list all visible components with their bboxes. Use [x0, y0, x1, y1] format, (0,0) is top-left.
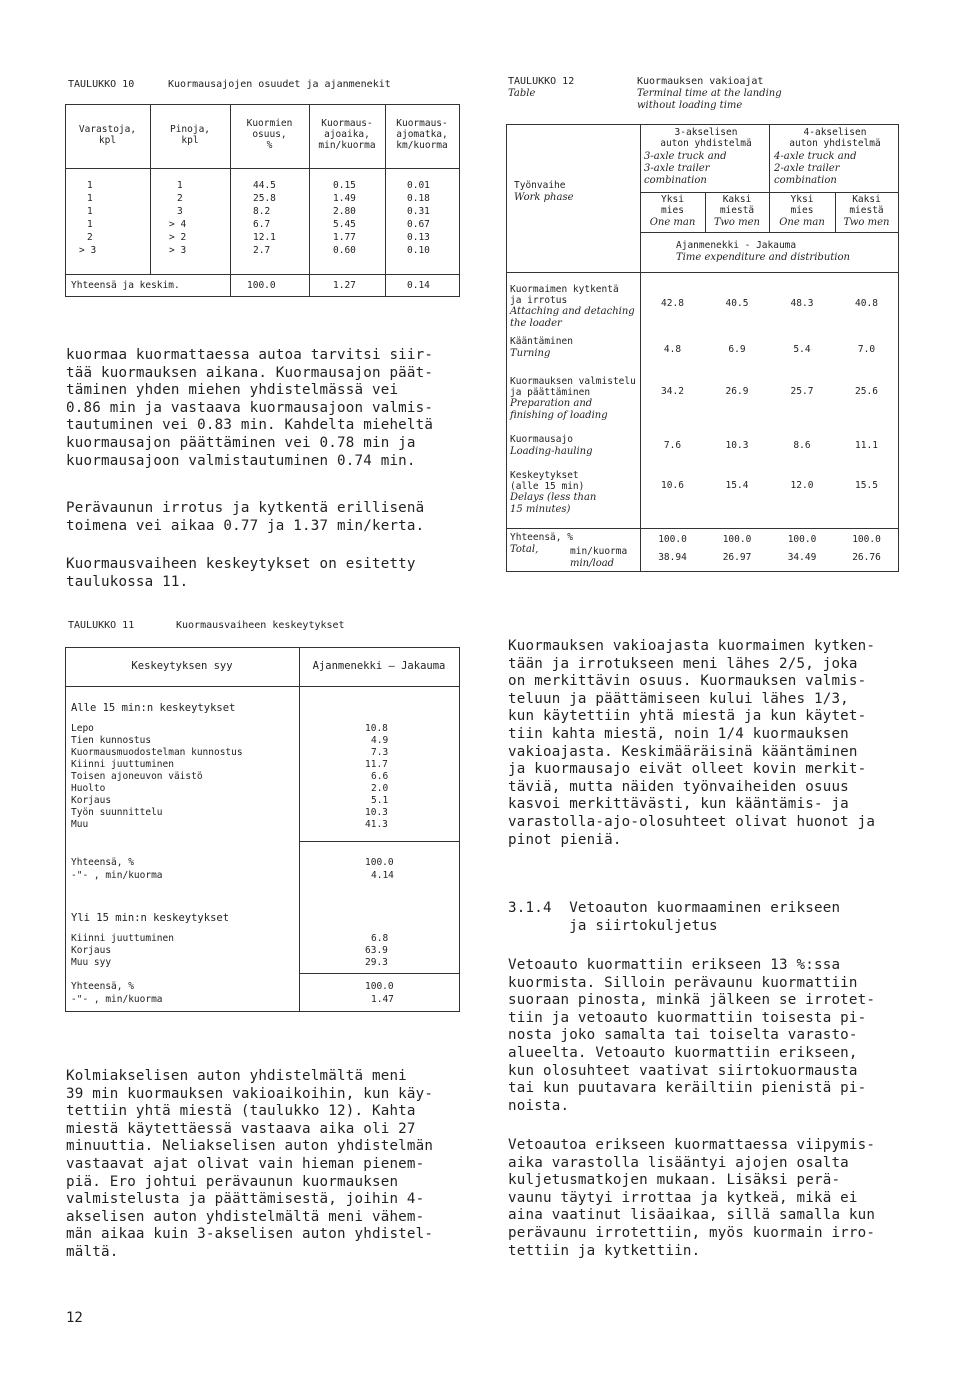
table12-total-pct-2: 100.0	[722, 534, 752, 545]
paragraph-trailer-detach: Perävaunun irrotus ja kytkentä erillisenä toimena vei aikaa 0.77 ja 1.37 min/kerta.	[66, 500, 425, 534]
table10	[65, 104, 460, 297]
table11-section-short-total	[71, 857, 451, 883]
table10-body	[65, 180, 460, 258]
table11-section-short-rows	[71, 723, 451, 831]
table-row: Muu syy 29.3	[71, 957, 388, 968]
table12-caption-number-en: Table	[508, 88, 536, 99]
table10-header-drive-distance: Kuormaus- ajomatka, km/kuorma	[396, 118, 448, 151]
table12-header-one-man-3-en: One man	[649, 217, 696, 228]
table-row: Yhteensä, % 100.0	[71, 981, 394, 992]
table12-total-pct-4: 100.0	[852, 534, 881, 545]
table-row: Lepo 10.8	[71, 723, 388, 734]
table-row: > 3 > 3 2.7 0.60 0.10	[79, 245, 430, 256]
paragraph-axle-comparison: Kolmiakselisen auton yhdistelmältä meni 39 min kuormauksen vakioaikoihin, kun käy- tettiin yhtä miestä (taulukko 12). Kahta miestä käytettäessä vastaava aika oli 27 minuuttia. Neliakselisen auton yhdistelmän vastaavat ajat olivat vain hieman pienem- piä. Ero johtui perävaunun kuormauksen valmistelusta ja päättämisestä, joihin 4- akselisen auton yhdistelmältä meni vähem- män aikaa kuin 3-akselisen auton yhdistel- mältä.	[66, 1068, 434, 1260]
table12-header-two-men-4-en: Two men	[843, 217, 890, 228]
table12-header-two-men-3-en: Two men	[714, 217, 760, 228]
paragraph-truck-separately: Vetoauto kuormattiin erikseen 13 %:ssa kuormista. Silloin perävaunu kuormattiin suoraan pinosta, minkä jälkeen se irrotet- tiin ja vetoauto kuormattiin toisesta pi- nosta joko samalta tai toiselta varasto- alueelta. Vetoauto kuormattiin erikseen, kun olosuhteet vaativat siirtokuormausta tai kun puutavara keräiltiin pienistä pi- noista.	[508, 957, 876, 1114]
table-row: 1 1 44.5 0.15 0.01	[87, 180, 430, 191]
table12-header-unit: Ajanmenekki - Jakauma	[676, 240, 797, 251]
table10-total-time: 1.27	[333, 280, 356, 291]
table12-header-two-men-4: Kaksi miestä	[849, 194, 884, 216]
table12-header-4axle-en: 4-axle truck and 2-axle trailer combination	[774, 151, 857, 186]
table12-caption-title: Kuormauksen vakioajat	[637, 76, 764, 87]
table11-header-cause: Keskeytyksen syy	[131, 660, 233, 672]
table-row: Huolto 2.0	[71, 783, 389, 794]
table10-header-piles: Pinoja, kpl	[169, 124, 211, 146]
table12-header-phase-en: Work phase	[514, 192, 574, 203]
table11-section-short-title: Alle 15 min:n keskeytykset	[71, 702, 236, 714]
table-row: Kuormaimen kytkentä ja irrotus Attaching and detaching the loader 42.8 40.5 48.3 40.8	[510, 284, 878, 329]
table10-header-share: Kuormien osuus, %	[246, 118, 293, 151]
table11-section-long-rows	[71, 933, 451, 969]
table-row: Kuormausajo Loading-hauling 7.6 10.3 8.6 11.1	[510, 434, 878, 457]
table-row: Keskeytykset (alle 15 min) Delays (less than 15 minutes) 10.6 15.4 12.0 15.5	[510, 470, 878, 515]
table12-header-one-man-3: Yksi mies	[661, 194, 684, 216]
table-row: -"- , min/kuorma 1.47	[71, 994, 394, 1005]
table12-total-min-2: 26.97	[722, 552, 752, 563]
table12-header-one-man-4-en: One man	[779, 217, 825, 228]
paragraph-waiting-time: Vetoautoa erikseen kuormattaessa viipymis- aika varastolla lisääntyi ajojen osalta kuljetusmatkojen mukaan. Lisäksi perä- vaunu täytyi irrottaa ja kytkeä, mikä ei aina vaatinut lisäaikaa, sillä samalla kun perävaunu irrotettiin, myös kuormain irro- tettiin ja kytkettiin.	[508, 1137, 876, 1259]
table12-header-4axle: 4-akselisen auton yhdistelmä	[789, 127, 881, 149]
table12-header-3axle-en: 3-axle truck and 3-axle trailer combination	[644, 151, 727, 186]
page-number: 12	[66, 1310, 83, 1326]
table10-total-label: Yhteensä ja keskim.	[71, 280, 180, 291]
table-row: Kiinni juuttuminen 11.7	[71, 759, 388, 770]
table10-caption-title: Kuormausajojen osuudet ja ajanmenekit	[168, 79, 391, 90]
table12-total-label-en: Total,	[510, 544, 539, 555]
table-row: -"- , min/kuorma 4.14	[71, 870, 394, 881]
table-row: Kuormauksen valmistelu ja päättäminen Preparation and finishing of loading 34.2 26.9 25.7 25.6	[510, 376, 878, 421]
table12	[506, 124, 899, 572]
table-row: 1 2 25.8 1.49 0.18	[87, 193, 430, 204]
table-row: Tien kunnostus 4.9	[71, 735, 389, 746]
table-row: Muu 41.3	[71, 819, 388, 830]
table12-total-min-4: 26.76	[852, 552, 881, 563]
table12-total-min-3: 34.49	[787, 552, 817, 563]
table-row: Yhteensä, % 100.0	[71, 857, 394, 868]
table-row: Työn suunnittelu 10.3	[71, 807, 388, 818]
table12-caption-number: TAULUKKO 12	[508, 76, 575, 87]
table12-total-label: Yhteensä, %	[510, 532, 573, 543]
table12-caption-title-en: Terminal time at the landing	[637, 88, 782, 99]
table11-caption-title: Kuormausvaiheen keskeytykset	[176, 620, 345, 631]
table-row: 1 3 8.2 2.80 0.31	[87, 206, 430, 217]
table-row: 2 > 2 12.1 1.77 0.13	[87, 232, 430, 243]
paragraph-interruptions-ref: Kuormausvaiheen keskeytykset on esitetty taulukossa 11.	[66, 556, 416, 590]
table-row: Korjaus 63.9	[71, 945, 388, 956]
table12-header-one-man-4: Yksi mies	[790, 194, 814, 216]
table10-total-distance: 0.14	[407, 280, 430, 291]
table-row: Kuormausmuodostelman kunnostus 7.3	[71, 747, 389, 758]
table-row: Korjaus 5.1	[71, 795, 389, 806]
table11-section-long-title: Yli 15 min:n keskeytykset	[71, 912, 230, 924]
table11-caption-number: TAULUKKO 11	[68, 620, 135, 631]
table10-header-warehouses: Varastoja, kpl	[78, 124, 137, 146]
table12-total-unit-en: min/load	[570, 558, 615, 569]
table-row: Kääntäminen Turning 4.8 6.9 5.4 7.0	[510, 336, 876, 359]
table12-header-unit-en: Time expenditure and distribution	[676, 252, 850, 263]
table10-total-share: 100.0	[247, 280, 276, 291]
table12-total-pct-3: 100.0	[787, 534, 817, 545]
table12-total-min-1: 38.94	[658, 552, 687, 563]
table12-header-phase: Työnvaihe	[514, 180, 566, 191]
table-row: Kiinni juuttuminen 6.8	[71, 933, 389, 944]
paragraph-loading-time: kuormaa kuormattaessa autoa tarvitsi siir- tää kuormauksen aikana. Kuormausajon päät- täminen yhden miehen yhdistelmässä vei 0.86 min ja vastaava kuormausajoon valmis- tautuminen vei 0.83 min. Kahdelta mieheltä kuormausajon päättäminen vei 0.78 min ja kuormausajoon valmistautuminen 0.74 min.	[66, 347, 434, 469]
table12-total-unit: min/kuorma	[570, 546, 628, 557]
table12-header-two-men-3: Kaksi miestä	[719, 194, 755, 216]
table-row: Toisen ajoneuvon väistö 6.6	[71, 771, 389, 782]
paragraph-standard-times: Kuormauksen vakioajasta kuormaimen kytken- tään ja irrotukseen meni lähes 2/5, joka on merkittävin osuus. Kuormauksen valmis- teluun ja päättämiseen kului lähes 1/3, kun käytettiin yhtä miestä ja kun käytet- tiin kahta miestä, noin 1/4 kuormauksen vakioajasta. Keskimääräisinä kääntäminen ja kuormausajo eivät olleet kovin merkit- täviä, mutta näiden työnvaiheiden osuus kasvoi merkittävästi, kun kääntämis- ja varastolla-ajo-olosuhteet olivat huonot ja pinot pieniä.	[508, 638, 876, 848]
table12-total-pct-1: 100.0	[658, 534, 687, 545]
table11	[65, 647, 460, 1012]
table10-header-drive-time: Kuormaus- ajoaika, min/kuorma	[318, 118, 376, 151]
table12-caption-subtitle-en: without loading time	[637, 100, 743, 111]
table11-section-long-total	[71, 981, 451, 1007]
table10-caption-number: TAULUKKO 10	[68, 79, 135, 90]
table12-header-3axle: 3-akselisen auton yhdistelmä	[660, 127, 752, 149]
table-row: 1 > 4 6.7 5.45 0.67	[87, 219, 430, 230]
section-heading-3-1-4: 3.1.4 Vetoauton kuormaaminen erikseen ja siirtokuljetus	[508, 900, 841, 934]
table11-header-time: Ajanmenekki — Jakauma	[312, 660, 446, 672]
